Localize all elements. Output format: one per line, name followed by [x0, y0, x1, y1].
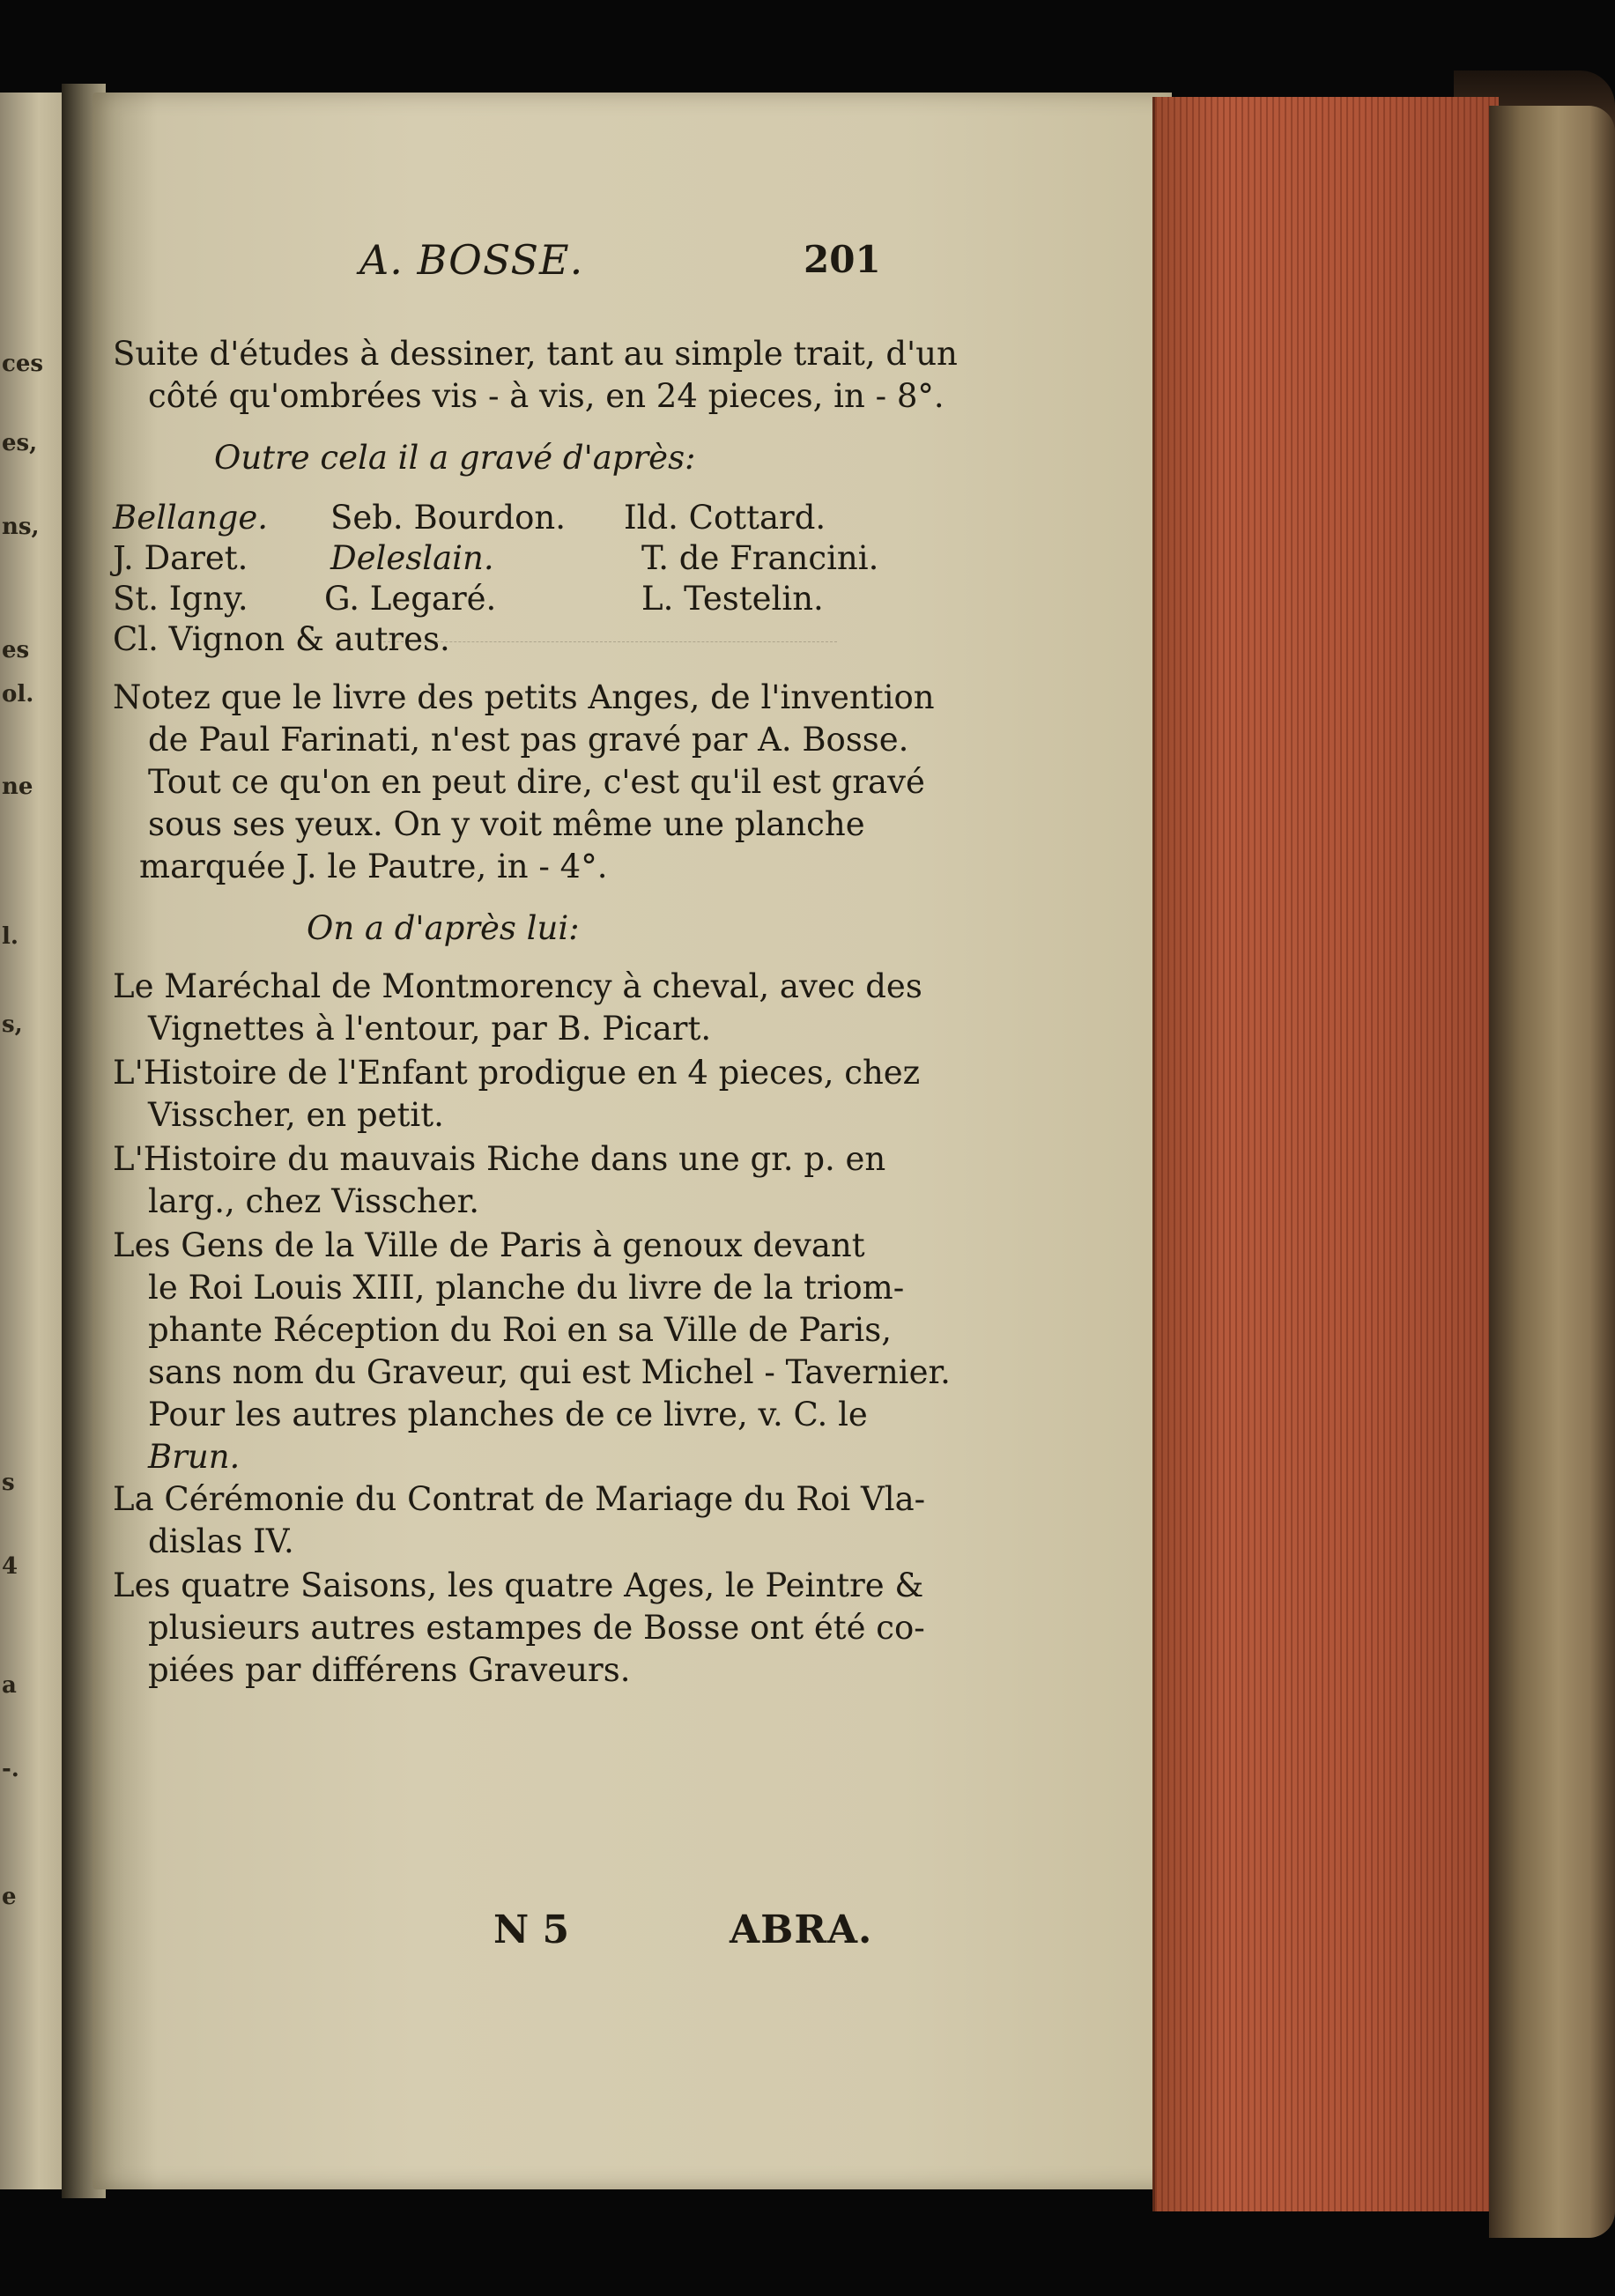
- text-line: Visscher, en petit.: [148, 1096, 444, 1134]
- book-cover-spine: [1489, 106, 1615, 2238]
- text-line: phante Réception du Roi en sa Ville de Paris,: [148, 1311, 892, 1349]
- text-line: larg., chez Visscher.: [148, 1182, 479, 1220]
- engraver-name: St. Igny.: [113, 580, 248, 618]
- margin-fragment: s,: [2, 1011, 23, 1038]
- text-line: côté qu'ombrées vis - à vis, en 24 pieces, in - 8°.: [148, 377, 945, 415]
- engraver-name: Deleslain.: [330, 539, 494, 577]
- engraver-name: G. Legaré.: [324, 580, 497, 618]
- text-line: de Paul Farinati, n'est pas gravé par A. Bosse.: [148, 721, 909, 759]
- engraver-name: J. Daret.: [113, 539, 248, 577]
- running-head: A. BOSSE.: [359, 236, 584, 284]
- text-line: La Cérémonie du Contrat de Mariage du Roi Vla-: [113, 1480, 926, 1518]
- text-line: sous ses yeux. On y voit même une planche: [148, 805, 865, 843]
- section-heading: On a d'après lui:: [307, 909, 580, 947]
- catchword: ABRA.: [730, 1907, 873, 1952]
- signature-mark: N 5: [493, 1907, 570, 1952]
- engraver-name: Seb. Bourdon.: [330, 499, 566, 537]
- margin-fragment: ns,: [2, 514, 40, 540]
- faint-rule: [379, 641, 837, 642]
- margin-fragment: ol.: [2, 681, 34, 707]
- text-line: L'Histoire de l'Enfant prodigue en 4 pieces, chez: [113, 1054, 921, 1092]
- margin-fragment: s: [2, 1470, 15, 1496]
- text-line: Tout ce qu'on en peut dire, c'est qu'il est gravé: [148, 763, 925, 801]
- text-line: sans nom du Graveur, qui est Michel - Tavernier.: [148, 1353, 951, 1391]
- page-block-edge: [1152, 97, 1499, 2211]
- margin-fragment: es,: [2, 430, 38, 456]
- page-number: 201: [804, 238, 881, 281]
- text-line: Les Gens de la Ville de Paris à genoux devant: [113, 1226, 865, 1264]
- text-line: Pour les autres planches de ce livre, v. C. le: [148, 1396, 868, 1433]
- margin-fragment: 4: [2, 1553, 19, 1580]
- engraver-name: T. de Francini.: [641, 539, 879, 577]
- text-line: piées par différens Graveurs.: [148, 1651, 631, 1689]
- text-line: Brun.: [148, 1438, 241, 1476]
- text-line: dislas IV.: [148, 1522, 294, 1560]
- text-line: Vignettes à l'entour, par B. Picart.: [148, 1010, 712, 1048]
- margin-fragment: es: [2, 637, 30, 663]
- text-line: L'Histoire du mauvais Riche dans une gr. p. en: [113, 1140, 886, 1178]
- text-line: Le Maréchal de Montmorency à cheval, avec des: [113, 967, 922, 1005]
- text-line: Notez que le livre des petits Anges, de l'invention: [113, 678, 935, 716]
- text-line: plusieurs autres estampes de Bosse ont été co-: [148, 1609, 925, 1647]
- text-line: Les quatre Saisons, les quatre Ages, le Peintre &: [113, 1566, 924, 1604]
- engraver-name: Ild. Cottard.: [624, 499, 826, 537]
- engraver-name: Bellange.: [113, 499, 268, 537]
- left-page-margin-text: [0, 335, 44, 1910]
- margin-fragment: ne: [2, 774, 33, 800]
- text-line: Suite d'études à dessiner, tant au simple trait, d'un: [113, 335, 958, 373]
- section-heading: Outre cela il a gravé d'après:: [214, 439, 696, 477]
- engraver-name: L. Testelin.: [641, 580, 824, 618]
- text-line: marquée J. le Pautre, in - 4°.: [139, 848, 608, 885]
- margin-fragment: ces: [2, 351, 44, 377]
- engraver-name: Cl. Vignon & autres.: [113, 620, 450, 658]
- margin-fragment: -.: [2, 1756, 19, 1782]
- margin-fragment: e: [2, 1884, 17, 1910]
- margin-fragment: l.: [2, 923, 19, 950]
- margin-fragment: a: [2, 1672, 17, 1699]
- text-line: le Roi Louis XIII, planche du livre de la triom-: [148, 1269, 905, 1307]
